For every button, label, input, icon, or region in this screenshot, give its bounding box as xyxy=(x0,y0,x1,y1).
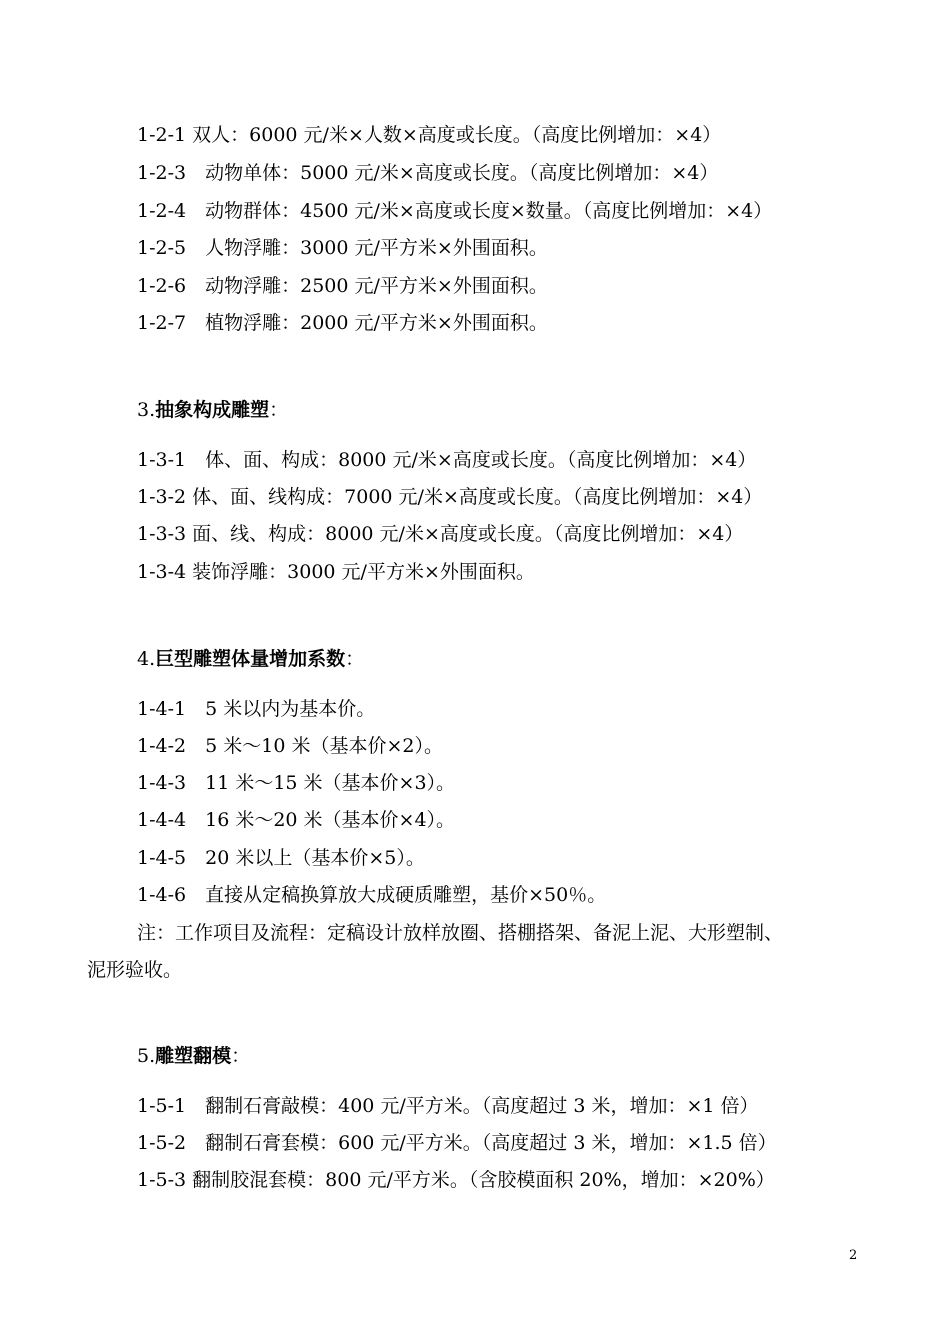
price-line: 1-3-4 装饰浮雕：3000 元/平方米×外围面积。 xyxy=(137,561,535,583)
price-line: 1-4-5 20 米以上（基本价×5）。 xyxy=(137,847,425,869)
price-line: 1-4-2 5 米～10 米（基本价×2）。 xyxy=(137,735,443,757)
section-title: 巨型雕塑体量增加系数 xyxy=(155,648,346,670)
section-colon: ： xyxy=(269,399,289,421)
section-title: 抽象构成雕塑 xyxy=(155,399,270,421)
section-heading-5 xyxy=(137,1044,250,1068)
section-number: 3. xyxy=(137,399,156,421)
section-number: 5. xyxy=(137,1045,156,1067)
note-line: 注：工作项目及流程：定稿设计放样放圈、搭棚搭架、备泥上泥、大形塑制、 xyxy=(137,922,784,944)
price-line: 1-4-6 直接从定稿换算放大成硬质雕塑，基价×50％。 xyxy=(137,884,607,906)
price-line: 1-2-6 动物浮雕：2500 元/平方米×外围面积。 xyxy=(137,275,548,297)
price-line: 1-3-3 面、线、构成：8000 元/米×高度或长度。（高度比例增加：×4） xyxy=(137,523,744,545)
price-line: 1-3-1 体、面、构成：8000 元/米×高度或长度。（高度比例增加：×4） xyxy=(137,449,757,471)
price-line: 1-2-7 植物浮雕：2000 元/平方米×外围面积。 xyxy=(137,312,548,334)
price-line: 1-4-1 5 米以内为基本价。 xyxy=(137,698,376,720)
price-line: 1-4-3 11 米～15 米（基本价×3）。 xyxy=(137,772,456,794)
price-line: 1-4-4 16 米～20 米（基本价×4）。 xyxy=(137,809,456,831)
note-line-continued: 泥形验收。 xyxy=(87,959,183,981)
price-line: 1-3-2 体、面、线构成：7000 元/米×高度或长度。（高度比例增加：×4） xyxy=(137,486,763,508)
section-title: 雕塑翻模 xyxy=(155,1045,232,1067)
section-colon: ： xyxy=(231,1045,251,1067)
price-line: 1-5-1 翻制石膏敲模：400 元/平方米。（高度超过 3 米，增加：×1 倍） xyxy=(137,1095,759,1117)
section-number: 4. xyxy=(137,648,156,670)
price-line: 1-5-2 翻制石膏套模：600 元/平方米。（高度超过 3 米，增加：×1.5 倍） xyxy=(137,1132,777,1154)
price-line: 1-2-1 双人：6000 元/米×人数×高度或长度。（高度比例增加：×4） xyxy=(137,124,722,146)
price-line: 1-5-3 翻制胶混套模：800 元/平方米。（含胶模面积 20%，增加：×20%） xyxy=(137,1169,775,1191)
section-heading-4 xyxy=(137,647,364,671)
price-line: 1-2-5 人物浮雕：3000 元/平方米×外围面积。 xyxy=(137,237,548,259)
section-heading-3 xyxy=(137,398,288,422)
price-line: 1-2-4 动物群体：4500 元/米×高度或长度×数量。（高度比例增加：×4） xyxy=(137,200,773,222)
section-colon: ： xyxy=(345,648,365,670)
price-line: 1-2-3 动物单体：5000 元/米×高度或长度。（高度比例增加：×4） xyxy=(137,162,719,184)
page-number: 2 xyxy=(849,1248,858,1263)
